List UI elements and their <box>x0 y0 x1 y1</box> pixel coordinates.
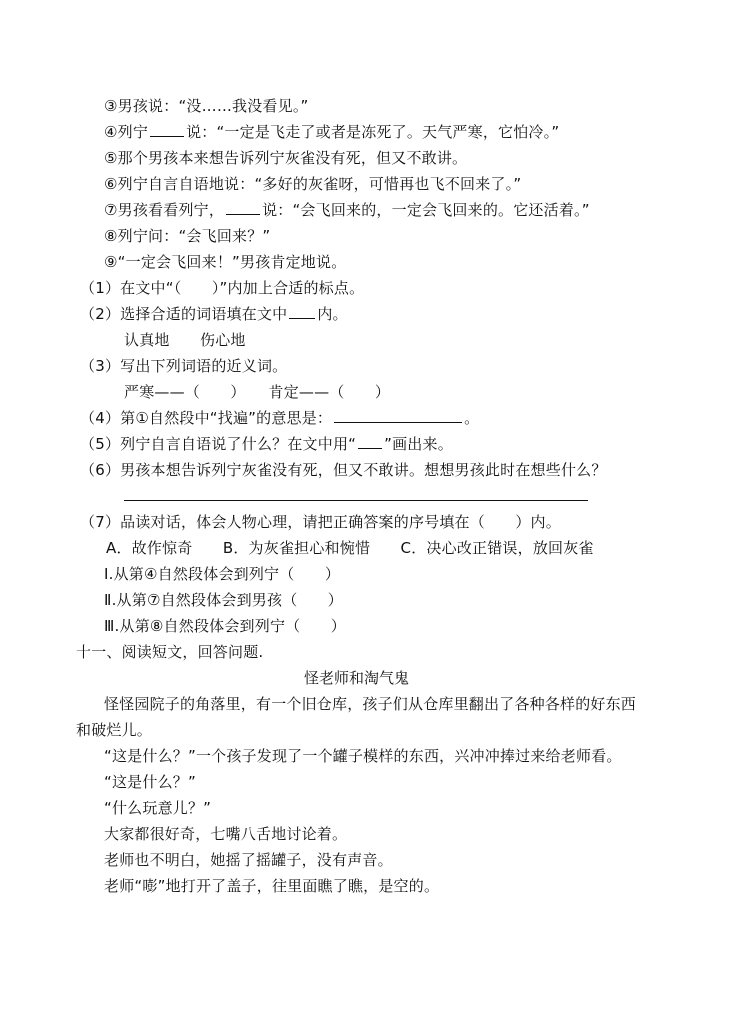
question-7-item-1: Ⅰ.从第④自然段体会到列宁（ ） <box>104 565 341 583</box>
question-5-pre: （5）列宁自言自语说了什么？在文中用“ <box>80 435 357 453</box>
story-paragraph-1-line-2: 和破烂儿。 <box>76 721 153 739</box>
question-5 <box>80 434 453 454</box>
question-2-pre: （2）选择合适的词语填在文中 <box>80 305 288 323</box>
answer-line[interactable] <box>124 500 588 501</box>
question-4-post: 。 <box>464 409 480 427</box>
story-line: “这是什么？” <box>104 773 196 791</box>
story-line: 大家都很好奇，七嘴八舌地讨论着。 <box>104 825 348 843</box>
story-line: 老师也不明白，她摇了摇罐子，没有声音。 <box>104 851 393 869</box>
dialogue-line-3: ③男孩说：“没……我没看见。” <box>104 97 309 115</box>
question-2-post: 内。 <box>317 305 348 323</box>
story-line: “什么玩意儿？” <box>104 799 212 817</box>
dialogue-line-4 <box>104 122 559 142</box>
section-heading: 十一、阅读短文，回答问题. <box>76 643 264 661</box>
story-paragraph-1-line-1: 怪怪园院子的角落里，有一个旧仓库，孩子们从仓库里翻出了各种各样的好东西 <box>104 695 637 713</box>
fill-blank[interactable] <box>289 304 315 319</box>
question-3-items: 严寒——（ ） 肯定——（ ） <box>124 383 391 401</box>
dialogue-line-7-post: 说：“会飞回来的，一定会飞回来的。它还活着。” <box>262 201 590 219</box>
question-4 <box>80 408 479 428</box>
dialogue-line-9: ⑨“一定会飞回来！”男孩肯定地说。 <box>104 253 347 271</box>
dialogue-line-8: ⑧列宁问：“会飞回来？” <box>104 227 271 245</box>
dialogue-line-5: ⑤那个男孩本来想告诉列宁灰雀没有死，但又不敢讲。 <box>104 149 468 167</box>
dialogue-line-4-post: 说：“一定是飞走了或者是冻死了。天气严寒，它怕冷。” <box>186 123 560 141</box>
fill-blank[interactable] <box>150 122 184 137</box>
story-line: 老师“嘭”地打开了盖子，往里面瞧了瞧，是空的。 <box>104 877 440 895</box>
dialogue-line-7-pre: ⑦男孩看看列宁， <box>104 201 225 219</box>
fill-blank[interactable] <box>226 200 260 215</box>
question-4-pre: （4）第①自然段中“找遍”的意思是： <box>80 409 333 427</box>
question-7-options: A．故作惊奇 B．为灰雀担心和惋惜 C．决心改正错误，放回灰雀 <box>106 539 594 557</box>
question-7: （7）品读对话，体会人物心理，请把正确答案的序号填在（ ）内。 <box>80 513 561 531</box>
question-6: （6）男孩本想告诉列宁灰雀没有死，但又不敢讲。想想男孩此时在想些什么？ <box>80 461 607 479</box>
question-3: （3）写出下列词语的近义词。 <box>80 357 288 375</box>
question-2-word-choices: 认真地 伤心地 <box>124 331 246 349</box>
question-1: （1）在文中“（ ）”内加上合适的标点。 <box>80 279 365 297</box>
underline-sample <box>358 434 382 449</box>
question-7-item-3: Ⅲ.从第⑧自然段体会到列宁（ ） <box>104 617 346 635</box>
dialogue-line-7 <box>104 200 590 220</box>
question-5-post: ”画出来。 <box>384 435 453 453</box>
question-2 <box>80 304 348 324</box>
answer-blank[interactable] <box>334 408 462 423</box>
dialogue-line-4-pre: ④列宁 <box>104 123 149 141</box>
question-7-item-2: Ⅱ.从第⑦自然段体会到男孩（ ） <box>104 591 343 609</box>
story-line: “这是什么？”一个孩子发现了一个罐子模样的东西，兴冲冲捧过来给老师看。 <box>104 747 622 765</box>
story-title: 怪老师和淘气鬼 <box>304 669 410 687</box>
dialogue-line-6: ⑥列宁自言自语地说：“多好的灰雀呀，可惜再也飞不回来了。” <box>104 175 522 193</box>
